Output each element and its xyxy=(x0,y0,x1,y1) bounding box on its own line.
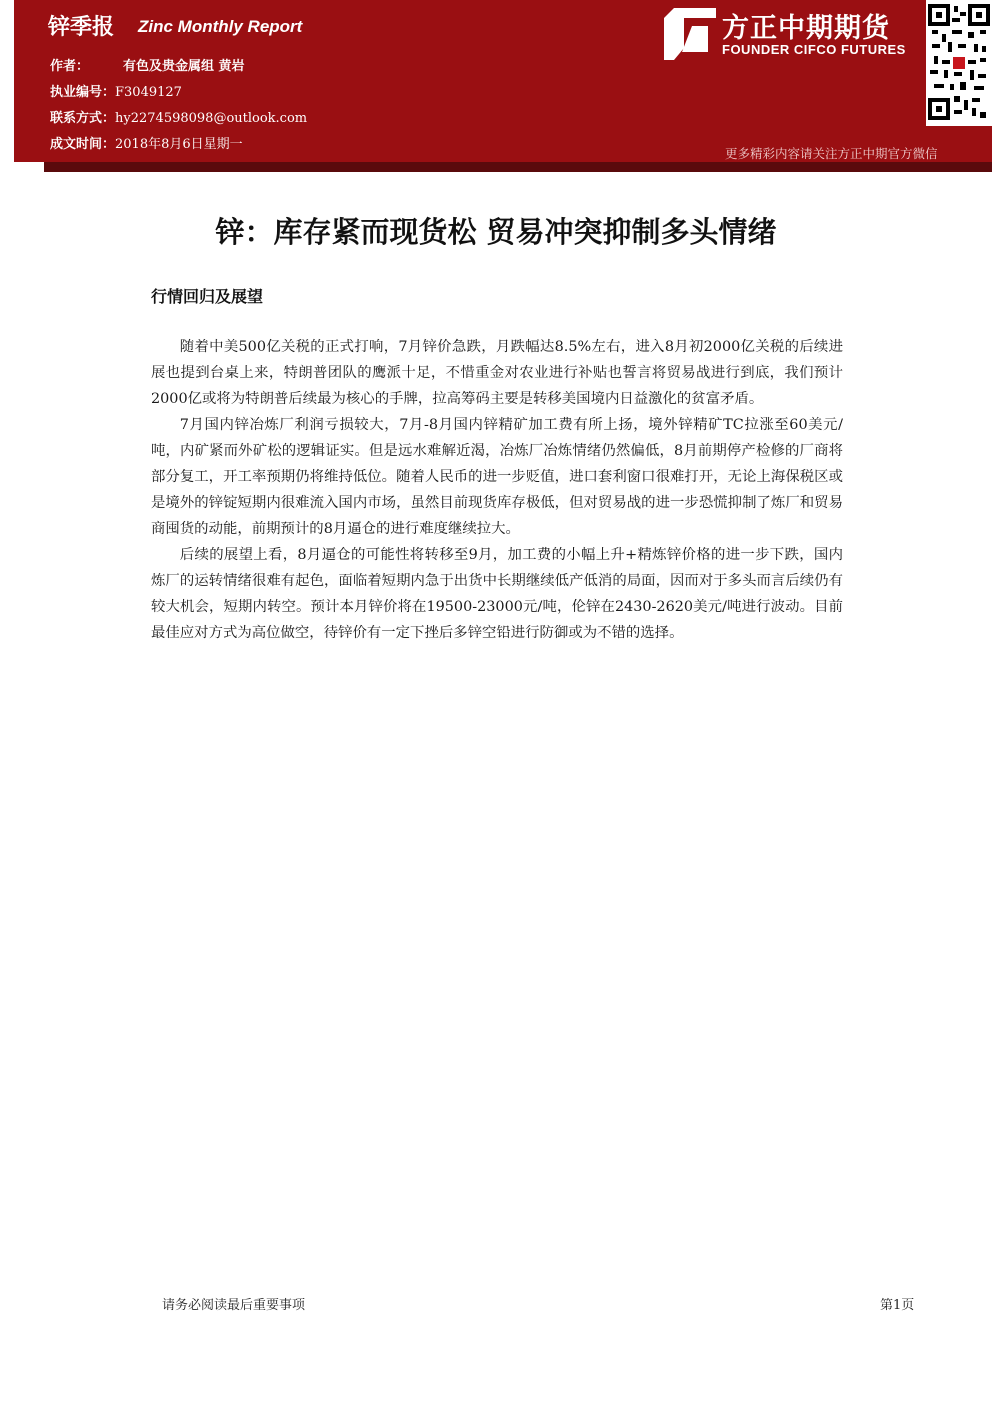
document-title: 锌：库存紧而现货松 贸易冲突抑制多头情绪 xyxy=(215,215,777,249)
meta-license xyxy=(50,81,182,100)
paragraph: 后续的展望上看，8月逼仓的可能性将转移至9月，加工费的小幅上升+精炼锌价格的进一步下跌，国内炼厂的运转情绪很难有起色，面临着短期内急于出货中长期继续低产低消的局面，因而对于多头而言后续仍有较大机会，短期内转空。预计本月锌价将在19500-23000元/吨，伦锌在2430-2620美元/吨进行波动。目前最佳应对方式为高位做空，待锌价有一定下挫后多锌空铅进行防御或为不错的选择。 xyxy=(151,547,843,641)
meta-label: 执业编号： xyxy=(50,85,116,100)
footer-disclaimer: 请务必阅读最后重要事项 xyxy=(162,1298,306,1313)
report-subtitle: Zinc Monthly Report xyxy=(138,17,303,36)
section-heading: 行情回归及展望 xyxy=(151,287,264,306)
logo-mark-icon xyxy=(664,8,716,60)
qr-code-icon xyxy=(928,4,990,122)
meta-date xyxy=(50,133,243,152)
meta-value: F3049127 xyxy=(115,85,182,100)
wechat-follow-note: 更多精彩内容请关注方正中期官方微信 xyxy=(725,146,938,161)
meta-value: 有色及贵金属组 黄岩 xyxy=(123,59,245,74)
report-name: 锌季报 xyxy=(48,15,115,40)
logo-english-name: FOUNDER CIFCO FUTURES xyxy=(722,42,906,57)
company-logo xyxy=(664,6,919,60)
meta-value: 2018年8月6日星期一 xyxy=(115,137,243,152)
page-number: 第1页 xyxy=(880,1298,915,1313)
meta-label: 成文时间： xyxy=(50,137,116,152)
meta-label: 作者： xyxy=(50,59,90,74)
logo-chinese-name: 方正中期期货 xyxy=(722,13,890,44)
meta-author xyxy=(50,55,245,74)
wechat-qr-code xyxy=(926,0,992,126)
paragraph: 7月国内锌冶炼厂利润亏损较大，7月-8月国内锌精矿加工费有所上扬，境外锌精矿TC拉涨至60美元/吨，内矿紧而外矿松的逻辑证实。但是远水难解近渴，冶炼厂冶炼情绪仍然偏低，8月前期停产检修的厂商将部分复工，开工率预期仍将维持低位。随着人民币的进一步贬值，进口套利窗口很难打开，无论上海保税区或是境外的锌锭短期内很难流入国内市场，虽然目前现货库存极低，但对贸易战的进一步恐慌抑制了炼厂和贸易商囤货的动能，前期预计的8月逼仓的进行难度继续拉大。 xyxy=(151,417,843,537)
meta-value: hy2274598098@outlook.com xyxy=(115,111,308,126)
article-body xyxy=(151,334,843,646)
header-stripe xyxy=(44,162,992,172)
paragraph: 随着中美500亿关税的正式打响，7月锌价急跌，月跌幅达8.5%左右，进入8月初2000亿关税的后续进展也提到台桌上来，特朗普团队的鹰派十足，不惜重金对农业进行补贴也誓言将贸易战进行到底，我们预计2000亿或将为特朗普后续最为核心的手牌，拉高筹码主要是转移美国境内日益激化的贫富矛盾。 xyxy=(151,339,843,407)
meta-contact xyxy=(50,107,307,126)
meta-label: 联系方式： xyxy=(50,111,116,126)
